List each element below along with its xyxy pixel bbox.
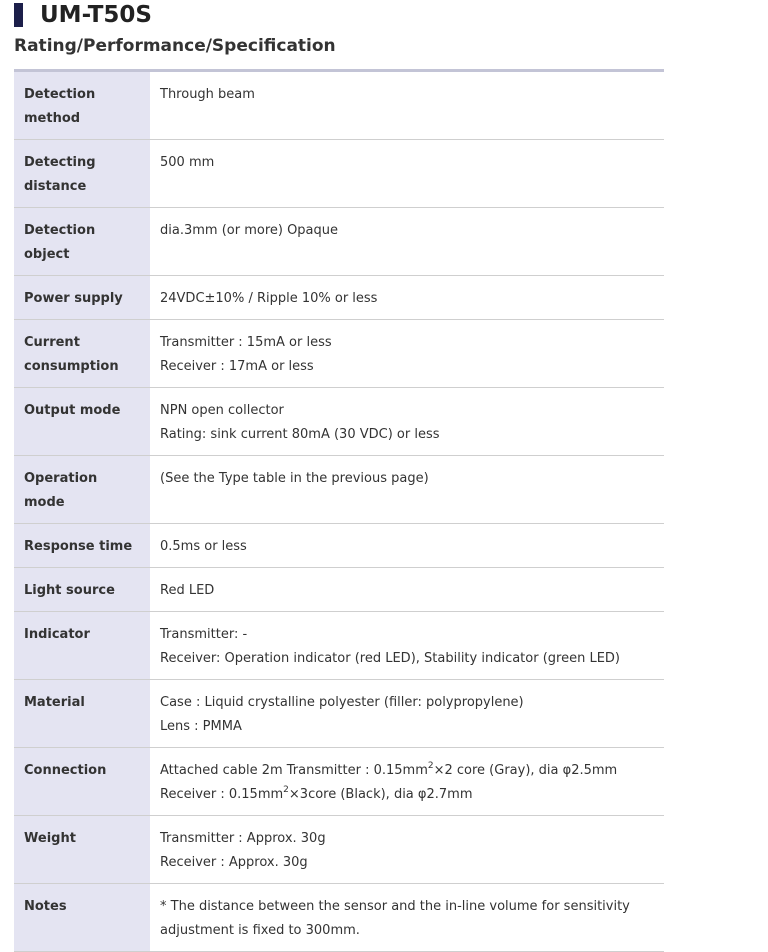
spec-label: Material: [14, 680, 150, 748]
spec-value-line: Through beam: [160, 87, 255, 102]
spec-label: Detection method: [14, 71, 150, 140]
spec-row: [14, 568, 664, 612]
spec-value-line: adjustment is fixed to 300mm.: [160, 923, 360, 938]
spec-value-line: Transmitter : Approx. 30g: [160, 831, 326, 846]
spec-value-line: Lens : PMMA: [160, 719, 242, 734]
title-accent-bar: [14, 3, 23, 27]
spec-row: [14, 816, 664, 884]
spec-value: [150, 884, 664, 952]
spec-value-line: Rating: sink current 80mA (30 VDC) or less: [160, 427, 440, 442]
spec-value: [150, 680, 664, 748]
spec-label: Output mode: [14, 388, 150, 456]
spec-value-line: 0.5ms or less: [160, 539, 247, 554]
model-title: UM-T50S: [40, 2, 152, 28]
spec-value-line: Transmitter : 15mA or less: [160, 335, 332, 350]
spec-value: [150, 388, 664, 456]
spec-value: [150, 816, 664, 884]
spec-label: Connection: [14, 748, 150, 816]
spec-value-line: 500 mm: [160, 155, 215, 170]
spec-label: Current consumption: [14, 320, 150, 388]
spec-value-line: Case : Liquid crystalline polyester (filler: polypropylene): [160, 695, 524, 710]
spec-label: Notes: [14, 884, 150, 952]
section-title: Rating/Performance/Specification: [14, 36, 336, 56]
spec-value-line: 24VDC±10% / Ripple 10% or less: [160, 291, 378, 306]
spec-value: [150, 612, 664, 680]
spec-row: [14, 524, 664, 568]
connection-text: ×3core (Black), dia φ2.7mm: [288, 787, 473, 802]
spec-value-line: [160, 759, 654, 783]
superscript: 2: [427, 761, 434, 771]
connection-text: ×2 core (Gray), dia φ2.5mm: [433, 763, 618, 778]
spec-row: [14, 140, 664, 208]
spec-value: [150, 276, 664, 320]
spec-value: [150, 456, 664, 524]
spec-row: [14, 748, 664, 816]
spec-row: [14, 884, 664, 952]
model-title-bar: [14, 0, 152, 30]
connection-text: Receiver : 0.15mm: [160, 787, 284, 802]
spec-value: [150, 524, 664, 568]
spec-label: Operation mode: [14, 456, 150, 524]
spec-row: [14, 680, 664, 748]
spec-value: [150, 568, 664, 612]
spec-value: [150, 71, 664, 140]
spec-row: [14, 388, 664, 456]
spec-table: [14, 69, 664, 952]
spec-value-line: Receiver : 17mA or less: [160, 359, 314, 374]
spec-value-line: Red LED: [160, 583, 215, 598]
connection-text: Attached cable 2m Transmitter : 0.15mm: [160, 763, 428, 778]
spec-value-line: dia.3mm (or more) Opaque: [160, 223, 339, 238]
spec-row: [14, 71, 664, 140]
spec-value: [150, 140, 664, 208]
spec-value-line: [160, 783, 654, 807]
spec-label: Detection object: [14, 208, 150, 276]
spec-value-line: Receiver : Approx. 30g: [160, 855, 308, 870]
spec-value: [150, 748, 664, 816]
spec-row: [14, 208, 664, 276]
spec-label: Light source: [14, 568, 150, 612]
spec-label: Indicator: [14, 612, 150, 680]
spec-value: [150, 208, 664, 276]
spec-value-line: Transmitter: -: [160, 627, 248, 642]
spec-value-line: NPN open collector: [160, 403, 284, 418]
spec-value-line: Receiver: Operation indicator (red LED), Stability indicator (green LED): [160, 651, 620, 666]
spec-value-line: * The distance between the sensor and the in-line volume for sensitivity: [160, 899, 630, 914]
superscript: 2: [283, 785, 289, 795]
spec-row: [14, 456, 664, 524]
spec-value-line: (See the Type table in the previous page): [160, 471, 429, 486]
spec-label: Power supply: [14, 276, 150, 320]
spec-label: Response time: [14, 524, 150, 568]
spec-row: [14, 612, 664, 680]
spec-row: [14, 320, 664, 388]
spec-label: Detecting distance: [14, 140, 150, 208]
spec-row: [14, 276, 664, 320]
spec-label: Weight: [14, 816, 150, 884]
spec-value: [150, 320, 664, 388]
